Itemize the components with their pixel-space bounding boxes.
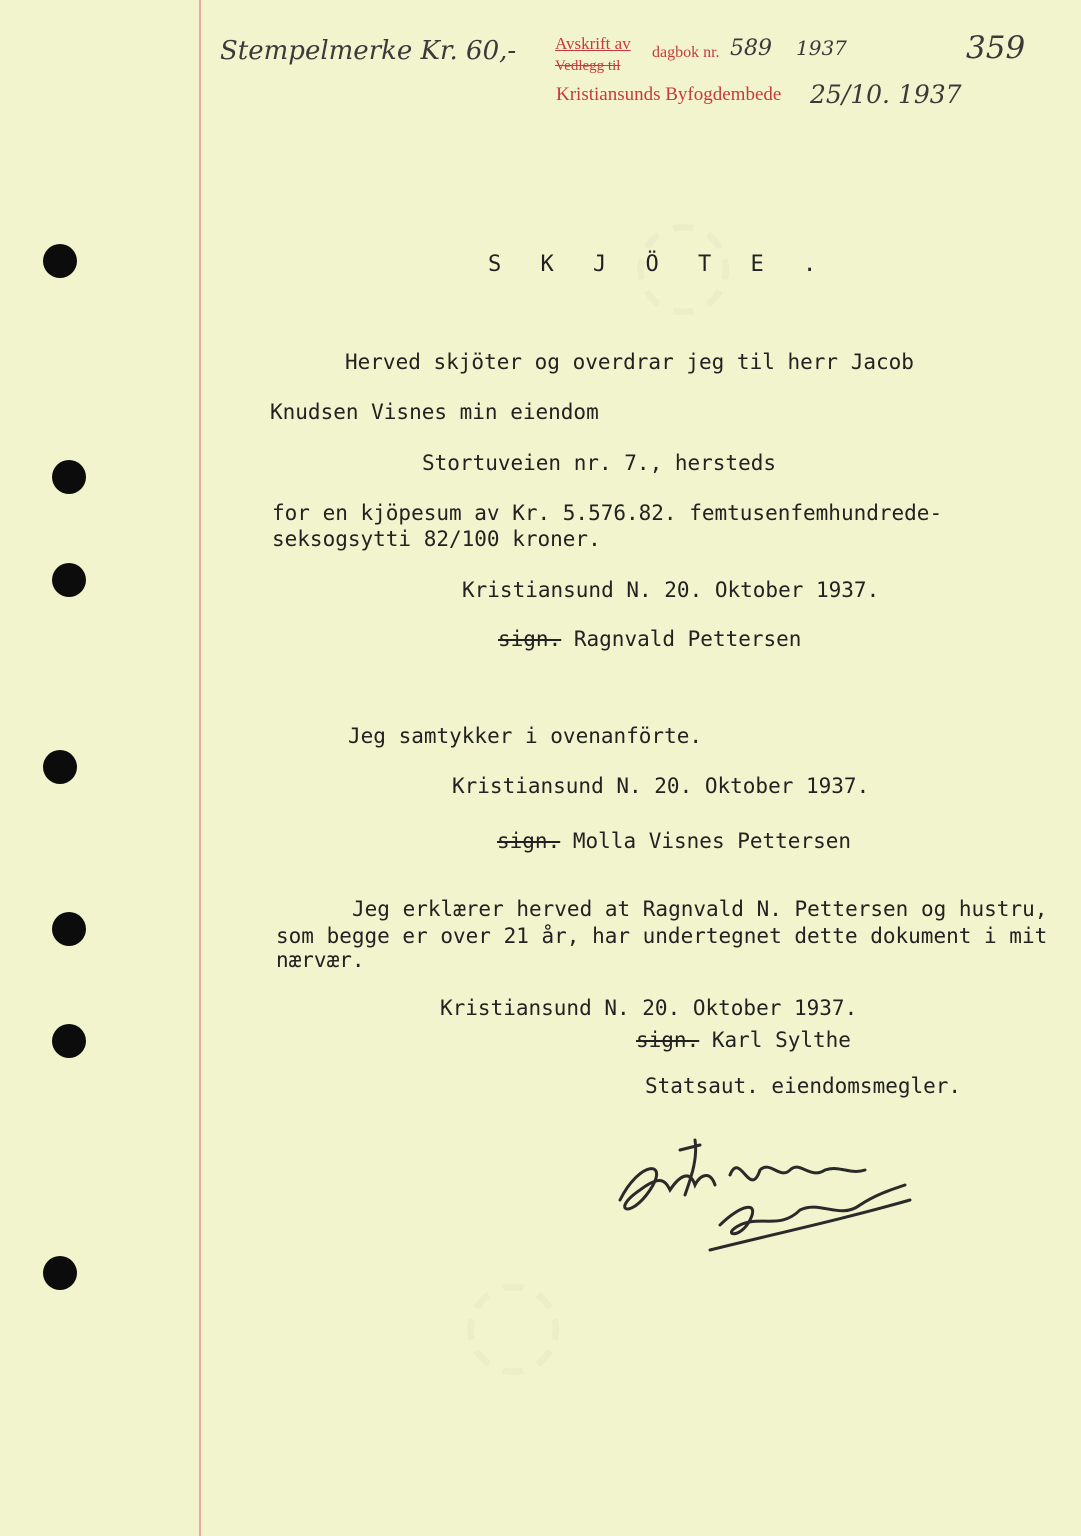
punch-hole [43,1256,77,1290]
punch-hole [52,563,86,597]
signer-name: Ragnvald Pettersen [573,627,802,651]
avskrift-label: Avskrift av [555,34,631,53]
punch-hole [43,750,77,784]
body-line: Herved skjöter og overdrar jeg til herr Jacob [345,350,914,374]
dagbok-number: 589 [730,36,772,61]
punch-hole [52,460,86,494]
document-title: S K J Ö T E . [488,252,830,277]
sign-word: sign. [498,627,562,651]
body-line: Stortuveien nr. 7., hersteds [422,451,777,475]
signer-name: Molla Visnes Pettersen [572,829,852,853]
margin-line [199,0,201,1536]
punch-hole [43,244,77,278]
place-date-line: Kristiansund N. 20. Oktober 1937. [452,774,870,798]
body-line: for en kjöpesum av Kr. 5.576.82. femtusenfemhundrede- [272,501,943,525]
body-line: seksogsytti 82/100 kroner. [272,527,601,551]
stamp-date: 25/10. 1937 [810,80,962,109]
vedlegg-label: Vedlegg til [555,58,621,74]
punch-hole [52,1024,86,1058]
body-line: Knudsen Visnes min eiendom [270,400,599,424]
title-line: Statsaut. eiendomsmegler. [645,1074,962,1098]
signature-line [497,829,851,853]
signature-line [636,1028,851,1052]
punch-hole [52,912,86,946]
body-line: som begge er over 21 år, har undertegnet dette dokument i mit [276,924,1048,948]
page-number: 359 [966,30,1026,66]
signature-line [498,627,801,651]
dagbok-year: 1937 [796,36,847,60]
place-date-line: Kristiansund N. 20. Oktober 1937. [462,578,880,602]
body-line: nærvær. [276,948,365,972]
place-date-line: Kristiansund N. 20. Oktober 1937. [440,996,858,1020]
dagbok-label: dagbok nr. [652,44,720,61]
sign-word: sign. [636,1028,700,1052]
stamp-note: Stempelmerke Kr. 60,- [220,36,517,66]
office-stamp: Kristiansunds Byfogdembede [556,84,782,105]
signer-name: Karl Sylthe [711,1028,851,1052]
body-line: Jeg samtykker i ovenanförte. [348,724,703,748]
body-line: Jeg erklærer herved at Ragnvald N. Pettersen og hustru, [352,897,1048,921]
handwritten-signature [610,1130,930,1260]
watermark-mark [453,1277,592,1382]
sign-word: sign. [497,829,561,853]
